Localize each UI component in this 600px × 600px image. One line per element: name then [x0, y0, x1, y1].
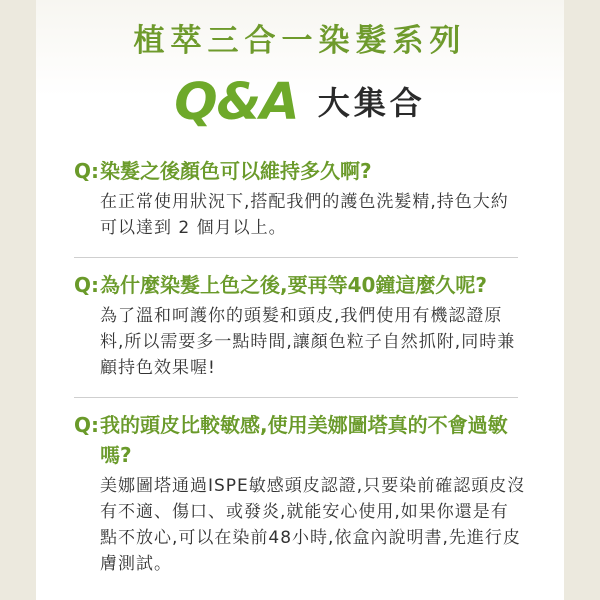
answer-text: 為了溫和呵護你的頭髮和頭皮,我們使用有機認證原料,所以需要多一點時間,讓顏色粒子自然抓附,同時兼顧持色效果喔!	[100, 306, 516, 378]
qa-list	[74, 156, 526, 577]
question	[74, 410, 526, 470]
qa-item	[74, 410, 526, 577]
question	[74, 156, 526, 186]
question-marker: Q:	[74, 273, 99, 297]
question-marker: Q:	[74, 413, 99, 437]
qa-item	[74, 156, 526, 241]
answer-text: 在正常使用狀況下,搭配我們的護色洗髮精,持色大約可以達到 2 個月以上。	[100, 192, 509, 238]
divider	[74, 257, 518, 258]
question-text: 染髮之後顏色可以維持多久啊?	[100, 159, 372, 183]
question-marker: Q:	[74, 159, 99, 183]
series-title: 植萃三合一染髮系列	[133, 23, 467, 59]
answer-text: 美娜圖塔通過ISPE敏感頭皮認證,只要染前確認頭皮沒有不適、傷口、或發炎,就能安心使用,如果你還是有點不放心,可以在染前48小時,依盒內說明書,先進行皮膚測試。	[100, 476, 526, 574]
qa-subtitle: 大集合	[317, 83, 426, 122]
qa-item	[74, 270, 526, 381]
question-text: 我的頭皮比較敏感,使用美娜圖塔真的不會過敏嗎?	[100, 413, 508, 467]
qa-heading	[0, 72, 600, 133]
question-text: 為什麼染髮上色之後,要再等40鐘這麼久呢?	[100, 273, 488, 297]
question	[74, 270, 526, 300]
divider	[74, 397, 518, 398]
qa-logo: Q&A	[174, 72, 299, 132]
